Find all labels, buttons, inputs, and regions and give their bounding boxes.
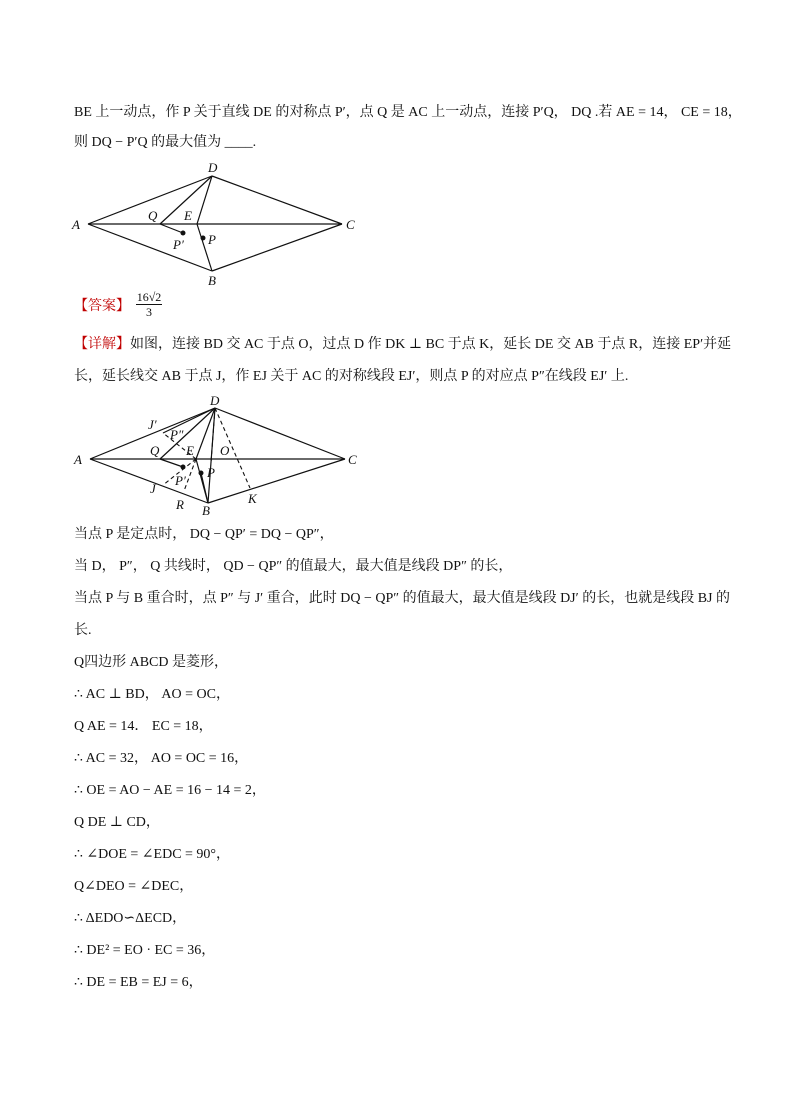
solution-line: 当 D， P″， Q 共线时， QD − QP″ 的值最大，最大值是线段 DP″ 的长， [74,559,513,574]
point-P [201,236,206,241]
label-D: D [208,160,218,175]
edge-DC [212,176,342,224]
edge-CB [212,224,342,271]
label-Ppp: P″ [170,427,184,442]
label-C: C [348,452,357,467]
solution-line: 当点 P 与 B 重合时，点 P″ 与 J′ 重合，此时 DQ − QP″ 的值最大，最大值是线段 DJ′ 的长，也就是线段 BJ 的 [74,591,730,606]
label-B: B [208,273,216,288]
solution-line: ∴ OE = AO − AE = 16 − 14 = 2， [74,783,266,798]
label-Jp: J′ [148,417,157,432]
solution-line: ∴ ∠DOE = ∠EDC = 90°， [74,847,231,862]
point-Pp [181,465,186,470]
label-R: R [176,497,184,512]
solution-line: ∴ DE = EB = EJ = 6， [74,975,203,990]
segment-QPp [160,224,183,233]
answer-fraction [136,290,162,319]
question-line-2: 则 DQ − P′Q 的最大值为 ____. [74,135,257,150]
label-A: A [72,217,80,232]
figure-1 [70,158,370,290]
solution-line: ∴ ΔEDO∽ΔECD， [74,911,187,926]
label-E: E [184,208,192,223]
label-Q: Q [148,208,158,223]
detail-line-1: 【详解】如图，连接 BD 交 AC 于点 O，过点 D 作 DK ⊥ BC 于点 K，延长 DE 交 AB 于点 R，连接 EP′并延 [74,337,732,352]
label-E: E [186,443,194,458]
label-O: O [220,443,230,458]
edge-BA [90,459,208,503]
solution-line: ∴ DE² = EO · EC = 36， [74,943,216,958]
label-K: K [248,491,257,506]
solution-line: ∴ AC = 32， AO = OC = 16， [74,751,249,766]
question-line-1: BE 上一动点，作 P 关于直线 DE 的对称点 P′，点 Q 是 AC 上一动点，连接 P′Q， DQ .若 AE = 14， CE = 18， [74,105,742,120]
solution-line: ∴ AC ⊥ BD， AO = OC， [74,687,230,702]
label-Pp: P′ [175,473,186,488]
figure-2 [70,393,370,521]
solution-line: 当点 P 是定点时， DQ − QP′ = DQ − QP″， [74,527,334,542]
label-Pp: P′ [173,237,184,252]
label-P: P [207,465,215,480]
label-B: B [202,503,210,518]
solution-line: Q AE = 14． EC = 18， [74,719,213,734]
point-Pp [181,231,186,236]
label-C: C [346,217,355,232]
answer-denominator: 3 [146,305,152,319]
edge-BA [88,224,212,271]
solution-line: 长. [74,623,92,638]
point-P [199,471,204,476]
segment-QPp [160,459,183,467]
solution-line: Q四边形 ABCD 是菱形， [74,655,229,670]
edge-DC [215,408,345,459]
solution-line: Q DE ⊥ CD， [74,815,160,830]
label-Q: Q [150,443,160,458]
label-D: D [210,393,220,408]
edge-CB [208,459,345,503]
solution-line: Q∠DEO = ∠DEC， [74,879,194,894]
answer-tag: 【答案】 [74,299,130,314]
answer-numerator: 16√2 [136,290,162,304]
label-A: A [74,452,82,467]
detail-line-2: 长，延长线交 AB 于点 J，作 EJ 关于 AC 的对称线段 EJ′，则点 P 的对应点 P″在线段 EJ′ 上. [74,369,629,384]
label-J: J [150,481,156,496]
label-P: P [208,232,216,247]
